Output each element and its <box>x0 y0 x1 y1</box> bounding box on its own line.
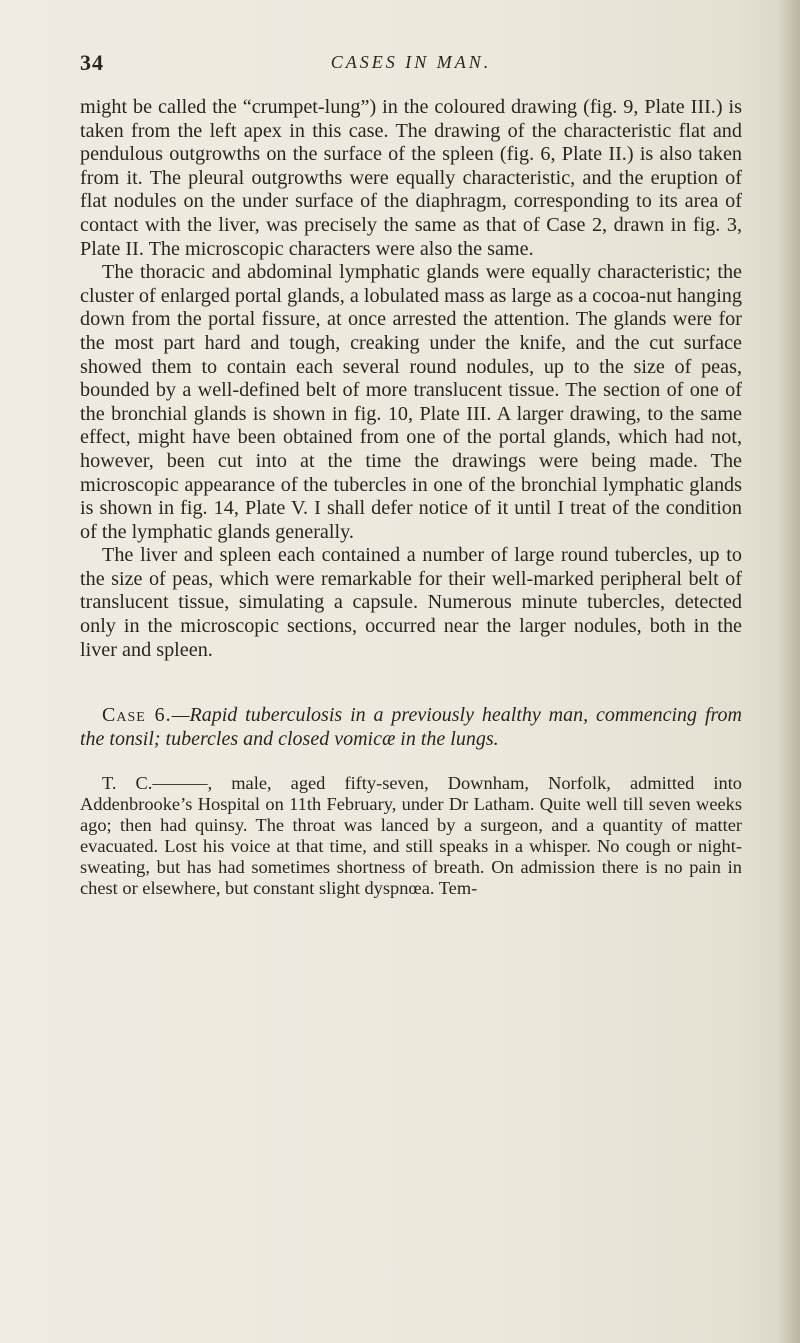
case-notes: T. C.———, male, aged fifty-seven, Downham, Norfolk, admitted into Addenbrooke’s Hospital on 11th February, under Dr Latham. Quite well till seven weeks ago; then had quinsy. The throat was lanced by a surgeon, and a quantity of matter evacuated. Lost his voice at that time, and still speaks in a whisper. No cough or night-sweating, but has had sometimes shortness of breath. On admission there is no pain in chest or elsewhere, but constant slight dyspnœa. Tem- <box>80 773 742 899</box>
paragraph-crumpet-lung: might be called the “crumpet-lung”) in the coloured drawing (fig. 9, Plate III.) is taken from the left apex in this case. The drawing of the characteristic flat and pendulous outgrowths on the surface of the spleen (fig. 6, Plate II.) is also taken from it. The pleural outgrowths were equally characteristic, and the eruption of flat nodules on the under surface of the diaphragm, corresponding to its area of contact with the liver, was precisely the same as that of Case 2, drawn in fig. 3, Plate II. The microscopic characters were also the same. <box>80 96 742 260</box>
page-header <box>80 50 742 80</box>
case-heading <box>80 704 742 751</box>
page-edge-shadow <box>778 0 800 1343</box>
page-body <box>80 96 742 918</box>
paragraph-lymphatic-glands: The thoracic and abdominal lymphatic glands were equally characteristic; the cluster of enlarged portal glands, a lobulated mass as large as a cocoa-nut hanging down from the portal fissure, at once arrested the attention. The glands were for the most part hard and tough, creaking under the knife, and the cut surface showed them to contain each several round nodules, up to the size of peas, bounded by a well-defined belt of more translucent tissue. The section of one of the bronchial glands is shown in fig. 10, Plate III. A larger drawing, to the same effect, might have been obtained from one of the portal glands, which had not, however, been cut into at the time the drawings were being made. The microscopic appearance of the tubercles in one of the bronchial lymphatic glands is shown in fig. 14, Plate V. I shall defer notice of it until I treat of the condition of the lymphatic glands generally. <box>80 261 742 543</box>
case-label: Case 6. <box>102 704 172 727</box>
case-title: —Rapid tuberculosis in a previously healthy man, commencing from the tonsil; tubercles and closed vomicæ in the lungs. <box>80 704 742 750</box>
running-head: CASES IN MAN. <box>330 52 492 72</box>
page-number: 34 <box>80 50 104 75</box>
paragraph-liver-spleen: The liver and spleen each contained a number of large round tubercles, up to the size of peas, which were remarkable for their well-marked peripheral belt of translucent tissue, simulating a capsule. Numerous minute tubercles, detected only in the microscopic sections, occurred near the larger nodules, both in the liver and spleen. <box>80 544 742 661</box>
